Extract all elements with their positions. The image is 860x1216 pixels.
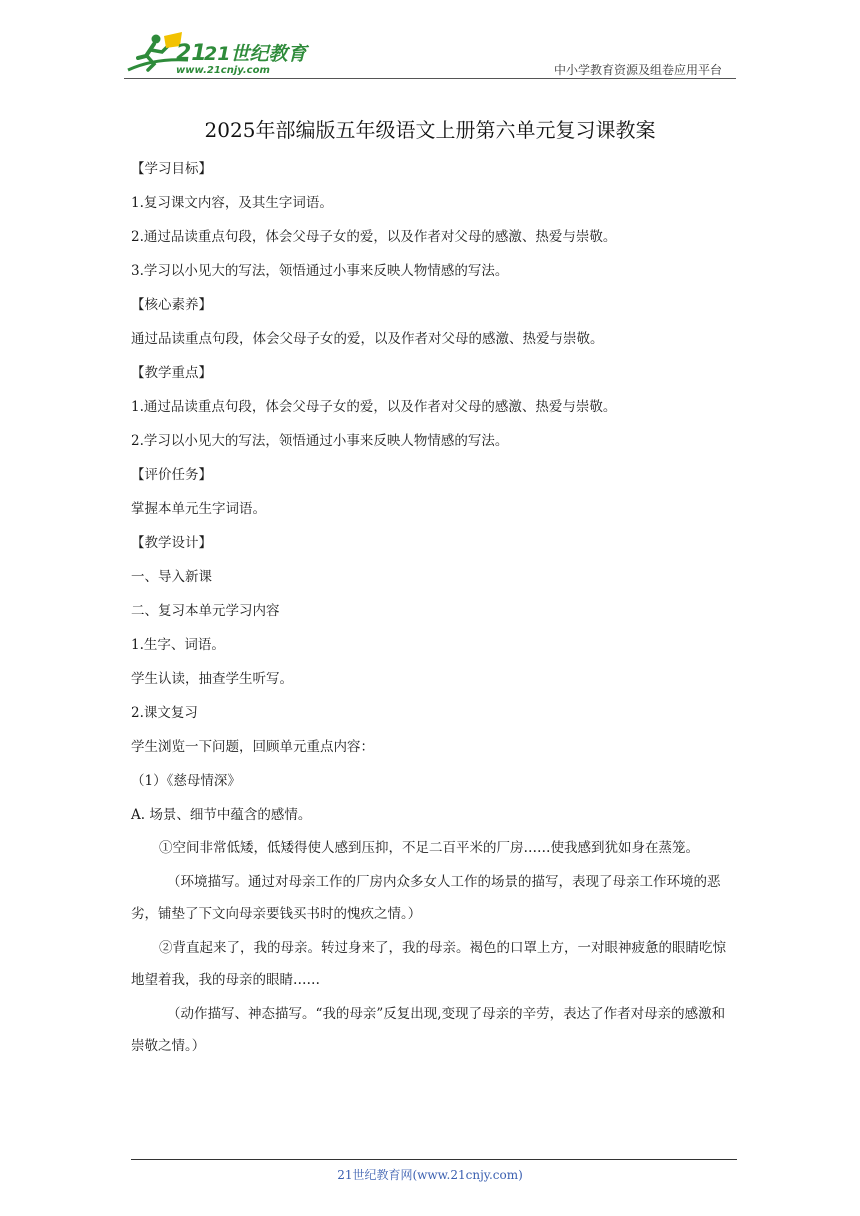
core-literacy-text: 通过品读重点句段，体会父母子女的爱，以及作者对父母的感激、热爱与崇敬。 xyxy=(131,331,604,347)
review-instruction: 学生浏览一下问题，回顾单元重点内容： xyxy=(131,739,374,755)
footer-divider xyxy=(131,1159,737,1160)
site-logo[interactable] xyxy=(124,30,307,76)
document-title: 2025年部编版五年级语文上册第六单元复习课教案 xyxy=(204,118,656,142)
svg-text:www.21cnjy.com: www.21cnjy.com xyxy=(176,65,270,76)
section-heading-design: 【教学设计】 xyxy=(131,535,212,551)
quote-2: ②背直起来了，我的母亲。转过身来了，我的母亲。褐色的口罩上方，一对眼神疲惫的眼睛吃惊地望着我，我的母亲的眼睛…… xyxy=(131,940,726,988)
subitem-vocabulary: 1.生字、词语。 xyxy=(131,637,225,653)
section-heading-core-literacy: 【核心素养】 xyxy=(131,297,212,313)
section-heading-objectives: 【学习目标】 xyxy=(131,161,212,177)
header-divider xyxy=(124,78,736,79)
analysis-1: （环境描写。通过对母亲工作的厂房内众多女人工作的场景的描写，表现了母亲工作环境的恶劣，铺垫了下文向母亲要钱买书时的愧疚之情。） xyxy=(131,874,721,922)
analysis-2: （动作描写、神态描写。“我的母亲”反复出现,变现了母亲的辛劳，表达了作者对母亲的感激和崇敬之情。） xyxy=(131,1006,726,1054)
evaluation-text: 掌握本单元生字词语。 xyxy=(131,501,266,517)
platform-tagline: 中小学教育资源及组卷应用平台 xyxy=(553,63,722,77)
key-point-2: 2.学习以小见大的写法，领悟通过小事来反映人物情感的写法。 xyxy=(131,433,509,449)
objective-1: 1.复习课文内容，及其生字词语。 xyxy=(131,195,333,211)
document-body xyxy=(131,152,735,1064)
footer-link[interactable]: 21世纪教育网(www.21cnjy.com) xyxy=(337,1168,523,1182)
design-step-2: 二、复习本单元学习内容 xyxy=(131,603,280,619)
lesson-title-cimuqingshen: （1）《慈母情深》 xyxy=(131,773,241,789)
logo-text: 21世纪教育 xyxy=(204,43,307,65)
svg-text:21: 21 xyxy=(176,41,207,66)
point-a: A. 场景、细节中蕴含的感情。 xyxy=(131,807,312,823)
section-heading-key-points: 【教学重点】 xyxy=(131,365,212,381)
design-step-1: 一、导入新课 xyxy=(131,569,212,585)
logo-runner-icon xyxy=(124,30,307,76)
quote-1: ①空间非常低矮，低矮得使人感到压抑，不足二百平米的厂房……使我感到犹如身在蒸笼。 xyxy=(159,840,699,856)
subitem-text-review: 2.课文复习 xyxy=(131,705,198,721)
objective-3: 3.学习以小见大的写法，领悟通过小事来反映人物情感的写法。 xyxy=(131,263,509,279)
section-heading-evaluation: 【评价任务】 xyxy=(131,467,212,483)
key-point-1: 1.通过品读重点句段，体会父母子女的爱，以及作者对父母的感激、热爱与崇敬。 xyxy=(131,399,617,415)
objective-2: 2.通过品读重点句段，体会父母子女的爱，以及作者对父母的感激、热爱与崇敬。 xyxy=(131,229,617,245)
vocabulary-activity: 学生认读，抽查学生听写。 xyxy=(131,671,293,687)
page-header xyxy=(124,30,736,80)
